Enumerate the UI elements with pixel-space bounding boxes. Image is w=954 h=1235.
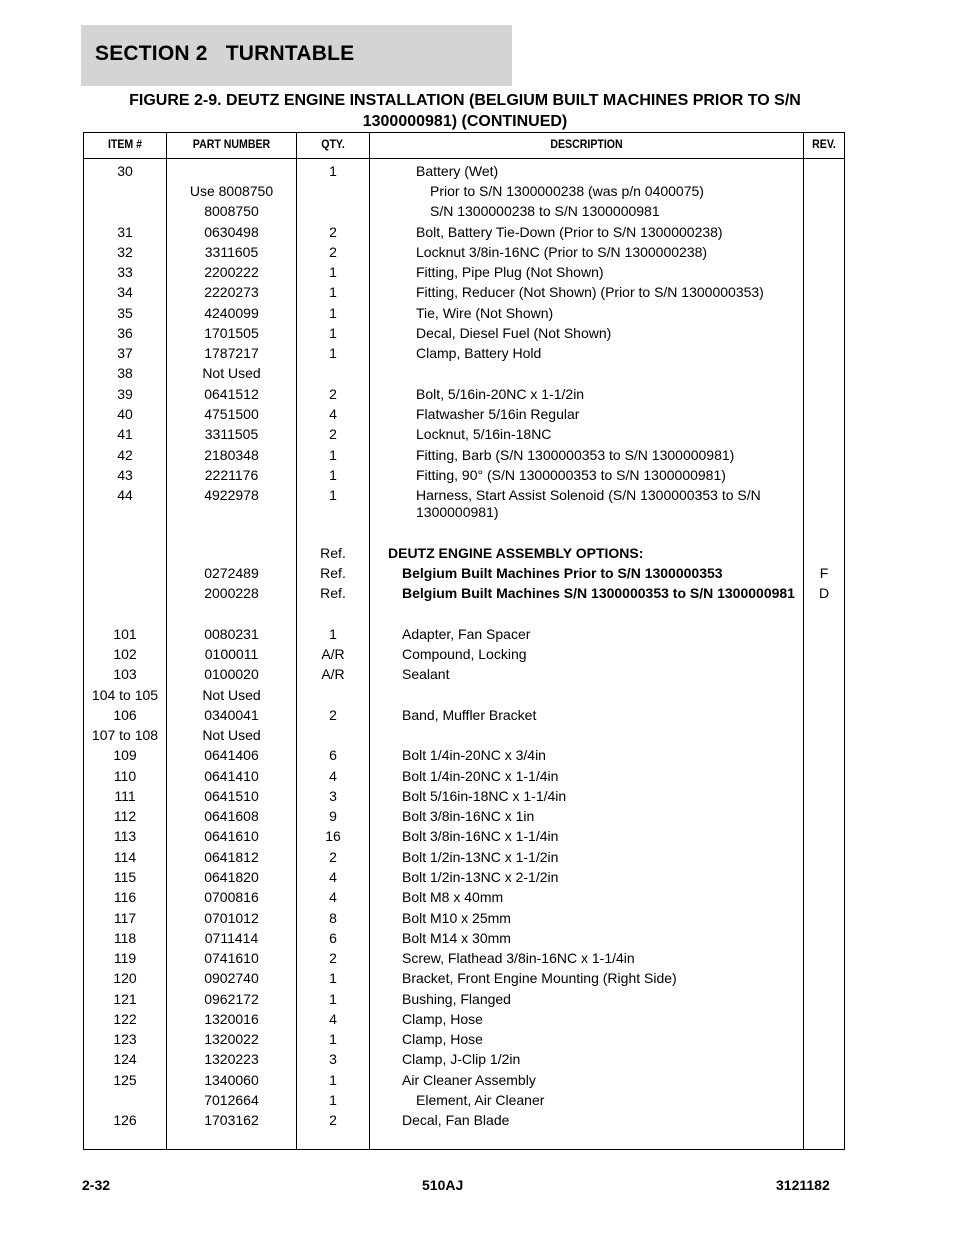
rev-cell: F <box>819 565 829 581</box>
description-cell: Belgium Built Machines Prior to S/N 1300000353 <box>402 565 723 581</box>
qty-cell: 1 <box>329 1092 337 1108</box>
item-cell: 115 <box>113 869 137 885</box>
part-number-cell: 0741610 <box>204 950 259 966</box>
item-cell: 119 <box>113 950 137 966</box>
description-cell: Harness, Start Assist Solenoid (S/N 1300000353 to S/N 1300000981) <box>416 487 761 520</box>
section-banner <box>81 25 512 86</box>
part-number-cell: 2221176 <box>204 467 259 483</box>
description-cell: DEUTZ ENGINE ASSEMBLY OPTIONS: <box>388 545 644 561</box>
item-cell: 121 <box>113 991 137 1007</box>
part-number-cell: 1787217 <box>204 345 259 361</box>
qty-cell: 1 <box>329 467 337 483</box>
item-cell: 32 <box>117 244 133 260</box>
part-number-cell: 1701505 <box>204 325 259 341</box>
part-number-cell: 0100011 <box>204 646 259 662</box>
description-cell: Flatwasher 5/16in Regular <box>416 406 580 422</box>
part-number-cell: Not Used <box>202 365 261 381</box>
description-cell: Bolt 1/2in-13NC x 2-1/2in <box>402 869 559 885</box>
item-cell: 39 <box>117 386 133 402</box>
qty-cell: 1 <box>329 284 337 300</box>
qty-cell: 2 <box>329 950 337 966</box>
part-number-cell: 0641820 <box>204 869 259 885</box>
section-title: SECTION 2 TURNTABLE <box>95 42 355 65</box>
qty-cell: A/R <box>321 646 345 662</box>
item-cell: 117 <box>113 910 137 926</box>
item-cell: 37 <box>117 345 133 361</box>
part-number-cell: 0902740 <box>204 970 259 986</box>
item-cell: 36 <box>117 325 133 341</box>
item-cell: 102 <box>113 646 137 662</box>
description-cell: Bracket, Front Engine Mounting (Right Side) <box>402 970 677 986</box>
part-number-cell: Not Used <box>202 687 261 703</box>
qty-cell: 1 <box>329 447 337 463</box>
part-number-cell: 0962172 <box>204 991 259 1007</box>
description-cell: S/N 1300000238 to S/N 1300000981 <box>430 203 660 219</box>
figure-title: FIGURE 2-9. DEUTZ ENGINE INSTALLATION (BELGIUM BUILT MACHINES PRIOR TO S/N 1300000981) (CONTINUED) <box>129 92 801 130</box>
qty-cell: 2 <box>329 244 337 260</box>
description-cell: Bolt M10 x 25mm <box>402 910 511 926</box>
qty-cell: 2 <box>329 224 337 240</box>
part-number-cell: 4240099 <box>204 305 259 321</box>
item-cell: 110 <box>113 768 137 784</box>
item-cell: 107 to 108 <box>91 727 159 743</box>
description-cell: Bolt 1/4in-20NC x 1-1/4in <box>402 768 559 784</box>
description-cell: Bolt 3/8in-16NC x 1in <box>402 808 535 824</box>
header-item: ITEM # <box>107 139 143 151</box>
item-cell: 109 <box>113 747 137 763</box>
part-number-cell: 1320223 <box>204 1051 259 1067</box>
description-cell: Decal, Diesel Fuel (Not Shown) <box>416 325 612 341</box>
description-cell: Locknut, 5/16in-18NC <box>416 426 552 442</box>
qty-cell: 2 <box>329 849 337 865</box>
header-description: DESCRIPTION <box>550 139 623 151</box>
header-part-number: PART NUMBER <box>192 139 271 151</box>
description-cell: Fitting, 90° (S/N 1300000353 to S/N 1300000981) <box>416 467 726 483</box>
part-number-cell: 2180348 <box>204 447 259 463</box>
part-number-cell: 0641510 <box>204 788 259 804</box>
description-cell: Air Cleaner Assembly <box>402 1072 536 1088</box>
description-cell: Element, Air Cleaner <box>416 1092 545 1108</box>
qty-cell: 4 <box>329 889 337 905</box>
item-cell: 123 <box>113 1031 137 1047</box>
part-number-cell: 0100020 <box>204 666 259 682</box>
part-number-cell: 0641512 <box>204 386 259 402</box>
item-cell: 40 <box>117 406 133 422</box>
qty-cell: 1 <box>329 626 337 642</box>
item-cell: 122 <box>113 1011 137 1027</box>
footer-document-number: 3121182 <box>776 1177 830 1193</box>
item-cell: 120 <box>113 970 137 986</box>
qty-cell: 1 <box>329 970 337 986</box>
description-cell: Clamp, Hose <box>402 1011 483 1027</box>
description-cell: Decal, Fan Blade <box>402 1112 510 1128</box>
item-cell: 31 <box>117 224 133 240</box>
item-cell: 118 <box>113 930 137 946</box>
qty-cell: 4 <box>329 869 337 885</box>
description-cell: Bushing, Flanged <box>402 991 511 1007</box>
part-number-cell: 4751500 <box>204 406 259 422</box>
item-cell: 124 <box>113 1051 137 1067</box>
qty-cell: Ref. <box>320 565 346 581</box>
part-number-cell: 1320016 <box>204 1011 259 1027</box>
column-divider <box>803 133 804 1149</box>
qty-cell: A/R <box>321 666 345 682</box>
qty-cell: 1 <box>329 345 337 361</box>
qty-cell: 1 <box>329 991 337 1007</box>
part-number-cell: 7012664 <box>204 1092 259 1108</box>
description-cell: Bolt 3/8in-16NC x 1-1/4in <box>402 828 559 844</box>
part-number-cell: 1703162 <box>204 1112 259 1128</box>
item-cell: 42 <box>117 447 133 463</box>
header-divider <box>84 158 844 159</box>
item-cell: 35 <box>117 305 133 321</box>
footer-page-number: 2-32 <box>82 1177 111 1193</box>
description-cell: Bolt M14 x 30mm <box>402 930 511 946</box>
part-number-cell: 0641608 <box>204 808 259 824</box>
item-cell: 103 <box>113 666 137 682</box>
item-cell: 125 <box>113 1072 137 1088</box>
qty-cell: 2 <box>329 1112 337 1128</box>
description-cell: Prior to S/N 1300000238 (was p/n 0400075) <box>430 183 704 199</box>
description-cell: Bolt, 5/16in-20NC x 1-1/2in <box>416 386 585 402</box>
qty-cell: 4 <box>329 1011 337 1027</box>
description-cell: Compound, Locking <box>402 646 527 662</box>
part-number-cell: 1340060 <box>204 1072 259 1088</box>
part-number-cell: Use 8008750 <box>189 183 274 199</box>
column-divider <box>369 133 370 1149</box>
item-cell: 43 <box>117 467 133 483</box>
part-number-cell: 1320022 <box>204 1031 259 1047</box>
item-cell: 104 to 105 <box>91 687 159 703</box>
qty-cell: 3 <box>329 788 337 804</box>
item-cell: 126 <box>113 1112 137 1128</box>
part-number-cell: 8008750 <box>204 203 259 219</box>
description-cell: Fitting, Pipe Plug (Not Shown) <box>416 264 604 280</box>
item-cell: 113 <box>113 828 137 844</box>
qty-cell: 1 <box>329 1031 337 1047</box>
item-cell: 38 <box>117 365 133 381</box>
parts-table <box>83 132 845 1150</box>
footer-model: 510AJ <box>422 1177 464 1193</box>
description-cell: Locknut 3/8in-16NC (Prior to S/N 1300000238) <box>416 244 708 260</box>
part-number-cell: 4922978 <box>204 487 259 503</box>
description-cell: Bolt 5/16in-18NC x 1-1/4in <box>402 788 567 804</box>
qty-cell: 6 <box>329 747 337 763</box>
description-cell: Adapter, Fan Spacer <box>402 626 531 642</box>
part-number-cell: 0711414 <box>204 930 259 946</box>
description-cell: Fitting, Reducer (Not Shown) (Prior to S/N 1300000353) <box>416 284 764 300</box>
description-cell: Bolt 1/4in-20NC x 3/4in <box>402 747 546 763</box>
part-number-cell: 0641406 <box>204 747 259 763</box>
part-number-cell: 0700816 <box>204 889 259 905</box>
item-cell: 33 <box>117 264 133 280</box>
part-number-cell: 0701012 <box>204 910 259 926</box>
description-cell: Band, Muffler Bracket <box>402 707 537 723</box>
qty-cell: Ref. <box>320 545 346 561</box>
item-cell: 114 <box>113 849 137 865</box>
description-cell: Clamp, Battery Hold <box>416 345 542 361</box>
qty-cell: 9 <box>329 808 337 824</box>
item-cell: 111 <box>114 788 136 804</box>
description-cell: Clamp, Hose <box>402 1031 483 1047</box>
qty-cell: 8 <box>329 910 337 926</box>
qty-cell: 2 <box>329 707 337 723</box>
part-number-cell: 3311505 <box>204 426 259 442</box>
part-number-cell: 0630498 <box>204 224 259 240</box>
part-number-cell: Not Used <box>202 727 261 743</box>
qty-cell: Ref. <box>320 585 346 601</box>
item-cell: 30 <box>117 163 133 179</box>
qty-cell: 1 <box>329 325 337 341</box>
description-cell: Sealant <box>402 666 450 682</box>
item-cell: 41 <box>117 426 133 442</box>
qty-cell: 1 <box>329 163 337 179</box>
description-cell: Tie, Wire (Not Shown) <box>416 305 554 321</box>
header-rev: REV. <box>812 139 836 151</box>
qty-cell: 1 <box>329 305 337 321</box>
part-number-cell: 0641410 <box>204 768 259 784</box>
qty-cell: 3 <box>329 1051 337 1067</box>
part-number-cell: 2000228 <box>204 585 259 601</box>
description-cell: Bolt 1/2in-13NC x 1-1/2in <box>402 849 559 865</box>
description-cell: Belgium Built Machines S/N 1300000353 to S/N 1300000981 <box>402 585 795 601</box>
qty-cell: 2 <box>329 426 337 442</box>
qty-cell: 4 <box>329 768 337 784</box>
part-number-cell: 0080231 <box>204 626 259 642</box>
part-number-cell: 0272489 <box>204 565 259 581</box>
qty-cell: 6 <box>329 930 337 946</box>
rev-cell: D <box>818 585 830 601</box>
description-cell: Battery (Wet) <box>416 163 499 179</box>
item-cell: 101 <box>113 626 137 642</box>
qty-cell: 1 <box>329 264 337 280</box>
description-cell: Fitting, Barb (S/N 1300000353 to S/N 1300000981) <box>416 447 735 463</box>
qty-cell: 4 <box>329 406 337 422</box>
description-cell: Bolt, Battery Tie-Down (Prior to S/N 1300000238) <box>416 224 723 240</box>
item-cell: 44 <box>117 487 133 503</box>
qty-cell: 1 <box>329 487 337 503</box>
description-cell: Screw, Flathead 3/8in-16NC x 1-1/4in <box>402 950 635 966</box>
part-number-cell: 0641812 <box>204 849 259 865</box>
part-number-cell: 0340041 <box>204 707 259 723</box>
header-qty: QTY. <box>321 139 345 151</box>
item-cell: 34 <box>117 284 133 300</box>
qty-cell: 2 <box>329 386 337 402</box>
item-cell: 106 <box>113 707 137 723</box>
part-number-cell: 3311605 <box>204 244 259 260</box>
item-cell: 116 <box>113 889 137 905</box>
description-cell: Clamp, J-Clip 1/2in <box>402 1051 521 1067</box>
part-number-cell: 2200222 <box>204 264 259 280</box>
qty-cell: 1 <box>329 1072 337 1088</box>
qty-cell: 16 <box>325 828 341 844</box>
item-cell: 112 <box>113 808 137 824</box>
description-cell: Bolt M8 x 40mm <box>402 889 504 905</box>
part-number-cell: 0641610 <box>204 828 259 844</box>
part-number-cell: 2220273 <box>204 284 259 300</box>
